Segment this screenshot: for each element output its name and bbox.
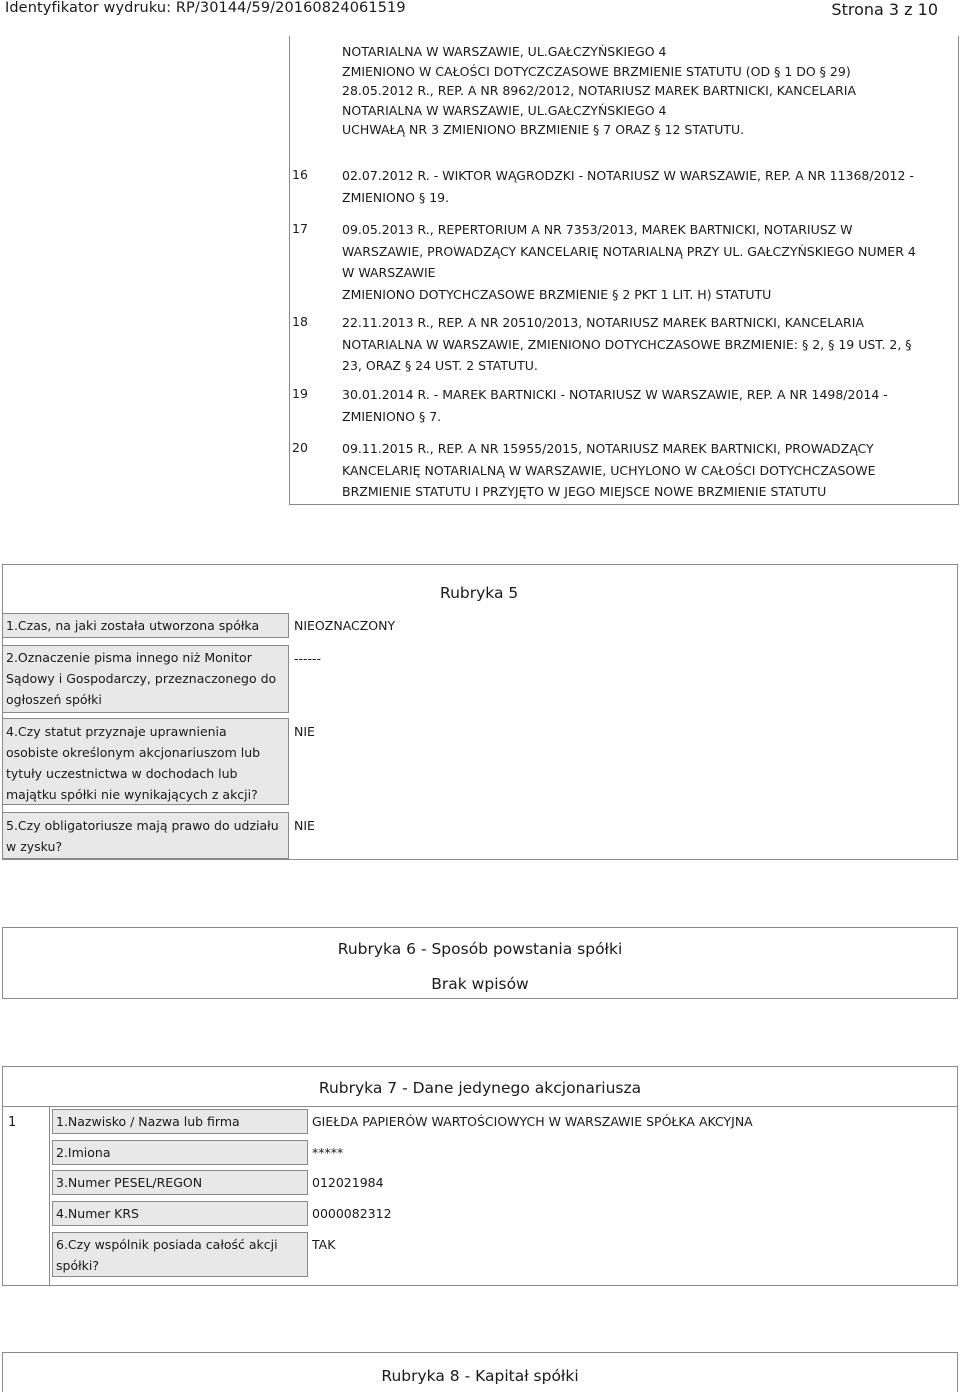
continued-line: ZMIENIONO W CAŁOŚCI DOTYCZCZASOWE BRZMIENIE STATUTU (OD § 1 DO § 29)	[342, 63, 851, 79]
rubryka-8-title: Rubryka 8 - Kapitał spółki	[381, 1367, 579, 1385]
field-value: NIE	[294, 818, 315, 833]
label-line: 1.Czas, na jaki została utworzona spółka	[6, 618, 260, 633]
entry-line: BRZMIENIE STATUTU I PRZYJĘTO W JEGO MIEJSCE NOWE BRZMIENIE STATUTU	[342, 484, 827, 499]
entry-line: 09.05.2013 R., REPERTORIUM A NR 7353/2013, MAREK BARTNICKI, NOTARIUSZ W	[342, 222, 853, 237]
entry-line: W WARSZAWIE	[342, 265, 436, 280]
rubryka-5-title: Rubryka 5	[440, 584, 519, 602]
label-line: 1.Nazwisko / Nazwa lub firma	[56, 1114, 240, 1129]
field-label	[52, 1109, 308, 1134]
label-line: 4.Numer KRS	[56, 1206, 139, 1221]
entry-number: 17	[292, 221, 308, 236]
label-line: w zysku?	[6, 839, 63, 854]
print-identifier: Identyfikator wydruku: RP/30144/59/20160824061519	[5, 0, 406, 16]
label-line: 5.Czy obligatoriusze mają prawo do udziału	[6, 818, 279, 833]
label-line: tytuły uczestnictwa w dochodach lub	[6, 766, 238, 781]
entry-line: 22.11.2013 R., REP. A NR 20510/2013, NOTARIUSZ MAREK BARTNICKI, KANCELARIA	[342, 315, 864, 330]
field-label	[2, 613, 289, 638]
label-line: 4.Czy statut przyznaje uprawnienia	[6, 724, 227, 739]
label-line: 2.Oznaczenie pisma innego niż Monitor	[6, 650, 252, 665]
rubryka-6-section	[2, 927, 958, 999]
entry-line: 02.07.2012 R. - WIKTOR WĄGRODZKI - NOTARIUSZ W WARSZAWIE, REP. A NR 11368/2012 -	[342, 168, 914, 183]
field-label	[2, 718, 289, 805]
field-value: NIEOZNACZONY	[294, 618, 396, 633]
entry-number: 20	[292, 440, 308, 455]
continued-line: 28.05.2012 R., REP. A NR 8962/2012, NOTARIUSZ MAREK BARTNICKI, KANCELARIA	[342, 83, 856, 98]
field-label	[2, 812, 289, 859]
field-value: 012021984	[312, 1175, 384, 1190]
entry-line: ZMIENIONO DOTYCHCZASOWE BRZMIENIE § 2 PKT 1 LIT. H) STATUTU	[342, 286, 772, 302]
label-line: spółki?	[56, 1258, 99, 1273]
entry-line: WARSZAWIE, PROWADZĄCY KANCELARIĘ NOTARIALNĄ PRZY UL. GAŁCZYŃSKIEGO NUMER 4	[342, 243, 916, 259]
entry-number: 18	[292, 314, 308, 329]
continued-line: UCHWAŁĄ NR 3 ZMIENIONO BRZMIENIE § 7 ORAZ § 12 STATUTU.	[342, 122, 745, 137]
divider	[49, 1106, 50, 1286]
entry-text	[342, 219, 952, 305]
label-line: 6.Czy wspólnik posiada całość akcji	[56, 1237, 278, 1252]
entry-line: NOTARIALNA W WARSZAWIE, ZMIENIONO DOTYCHCZASOWE BRZMIENIE: § 2, § 19 UST. 2, §	[342, 336, 912, 352]
label-line: 3.Numer PESEL/REGON	[56, 1175, 203, 1190]
entry-text	[342, 384, 952, 427]
label-line: majątku spółki nie wynikających z akcji?	[6, 787, 258, 802]
entry-line: 09.11.2015 R., REP. A NR 15955/2015, NOTARIUSZ MAREK BARTNICKI, PROWADZĄCY	[342, 441, 874, 456]
field-value: NIE	[294, 724, 315, 739]
entry-text	[342, 312, 952, 377]
page-number: Strona 3 z 10	[831, 0, 938, 19]
entry-line: ZMIENIONO § 7.	[342, 408, 442, 424]
label-line: Sądowy i Gospodarczy, przeznaczonego do	[6, 671, 277, 686]
no-entries-text: Brak wpisów	[431, 975, 529, 993]
rubryka-7-title: Rubryka 7 - Dane jedynego akcjonariusza	[318, 1079, 642, 1097]
entry-number: 19	[292, 386, 308, 401]
field-label	[52, 1140, 308, 1165]
entry-line: 30.01.2014 R. - MAREK BARTNICKI - NOTARIUSZ W WARSZAWIE, REP. A NR 1498/2014 -	[342, 387, 888, 402]
field-label	[52, 1201, 308, 1226]
continued-line: NOTARIALNA W WARSZAWIE, UL.GAŁCZYŃSKIEGO 4	[342, 102, 667, 118]
field-label	[2, 645, 289, 713]
entry-text	[342, 438, 952, 503]
continued-entry	[342, 42, 954, 140]
divider	[2, 1106, 958, 1107]
rubryka-8-section	[2, 1352, 958, 1392]
shareholder-index: 1	[8, 1115, 17, 1130]
field-value: 0000082312	[312, 1206, 392, 1221]
entry-text	[342, 165, 952, 208]
label-line: 2.Imiona	[56, 1145, 111, 1160]
label-line: ogłoszeń spółki	[6, 692, 102, 707]
label-line: osobiste określonym akcjonariuszom lub	[6, 745, 261, 760]
field-value: GIEŁDA PAPIERÓW WARTOŚCIOWYCH W WARSZAWIE SPÓŁKA AKCYJNA	[312, 1114, 753, 1129]
entry-line: ZMIENIONO § 19.	[342, 189, 450, 205]
field-label	[52, 1170, 308, 1195]
entry-line: 23, ORAZ § 24 UST. 2 STATUTU.	[342, 358, 538, 373]
rubryka-6-title: Rubryka 6 - Sposób powstania spółki	[337, 940, 623, 958]
field-value: ------	[294, 651, 322, 666]
field-label	[52, 1232, 308, 1277]
field-value: *****	[312, 1145, 344, 1160]
entry-line: KANCELARIĘ NOTARIALNĄ W WARSZAWIE, UCHYLONO W CAŁOŚCI DOTYCHCZASOWE	[342, 462, 876, 478]
field-value: TAK	[312, 1237, 336, 1252]
entry-number: 16	[292, 167, 308, 182]
continued-line: NOTARIALNA W WARSZAWIE, UL.GAŁCZYŃSKIEGO 4	[342, 44, 667, 59]
